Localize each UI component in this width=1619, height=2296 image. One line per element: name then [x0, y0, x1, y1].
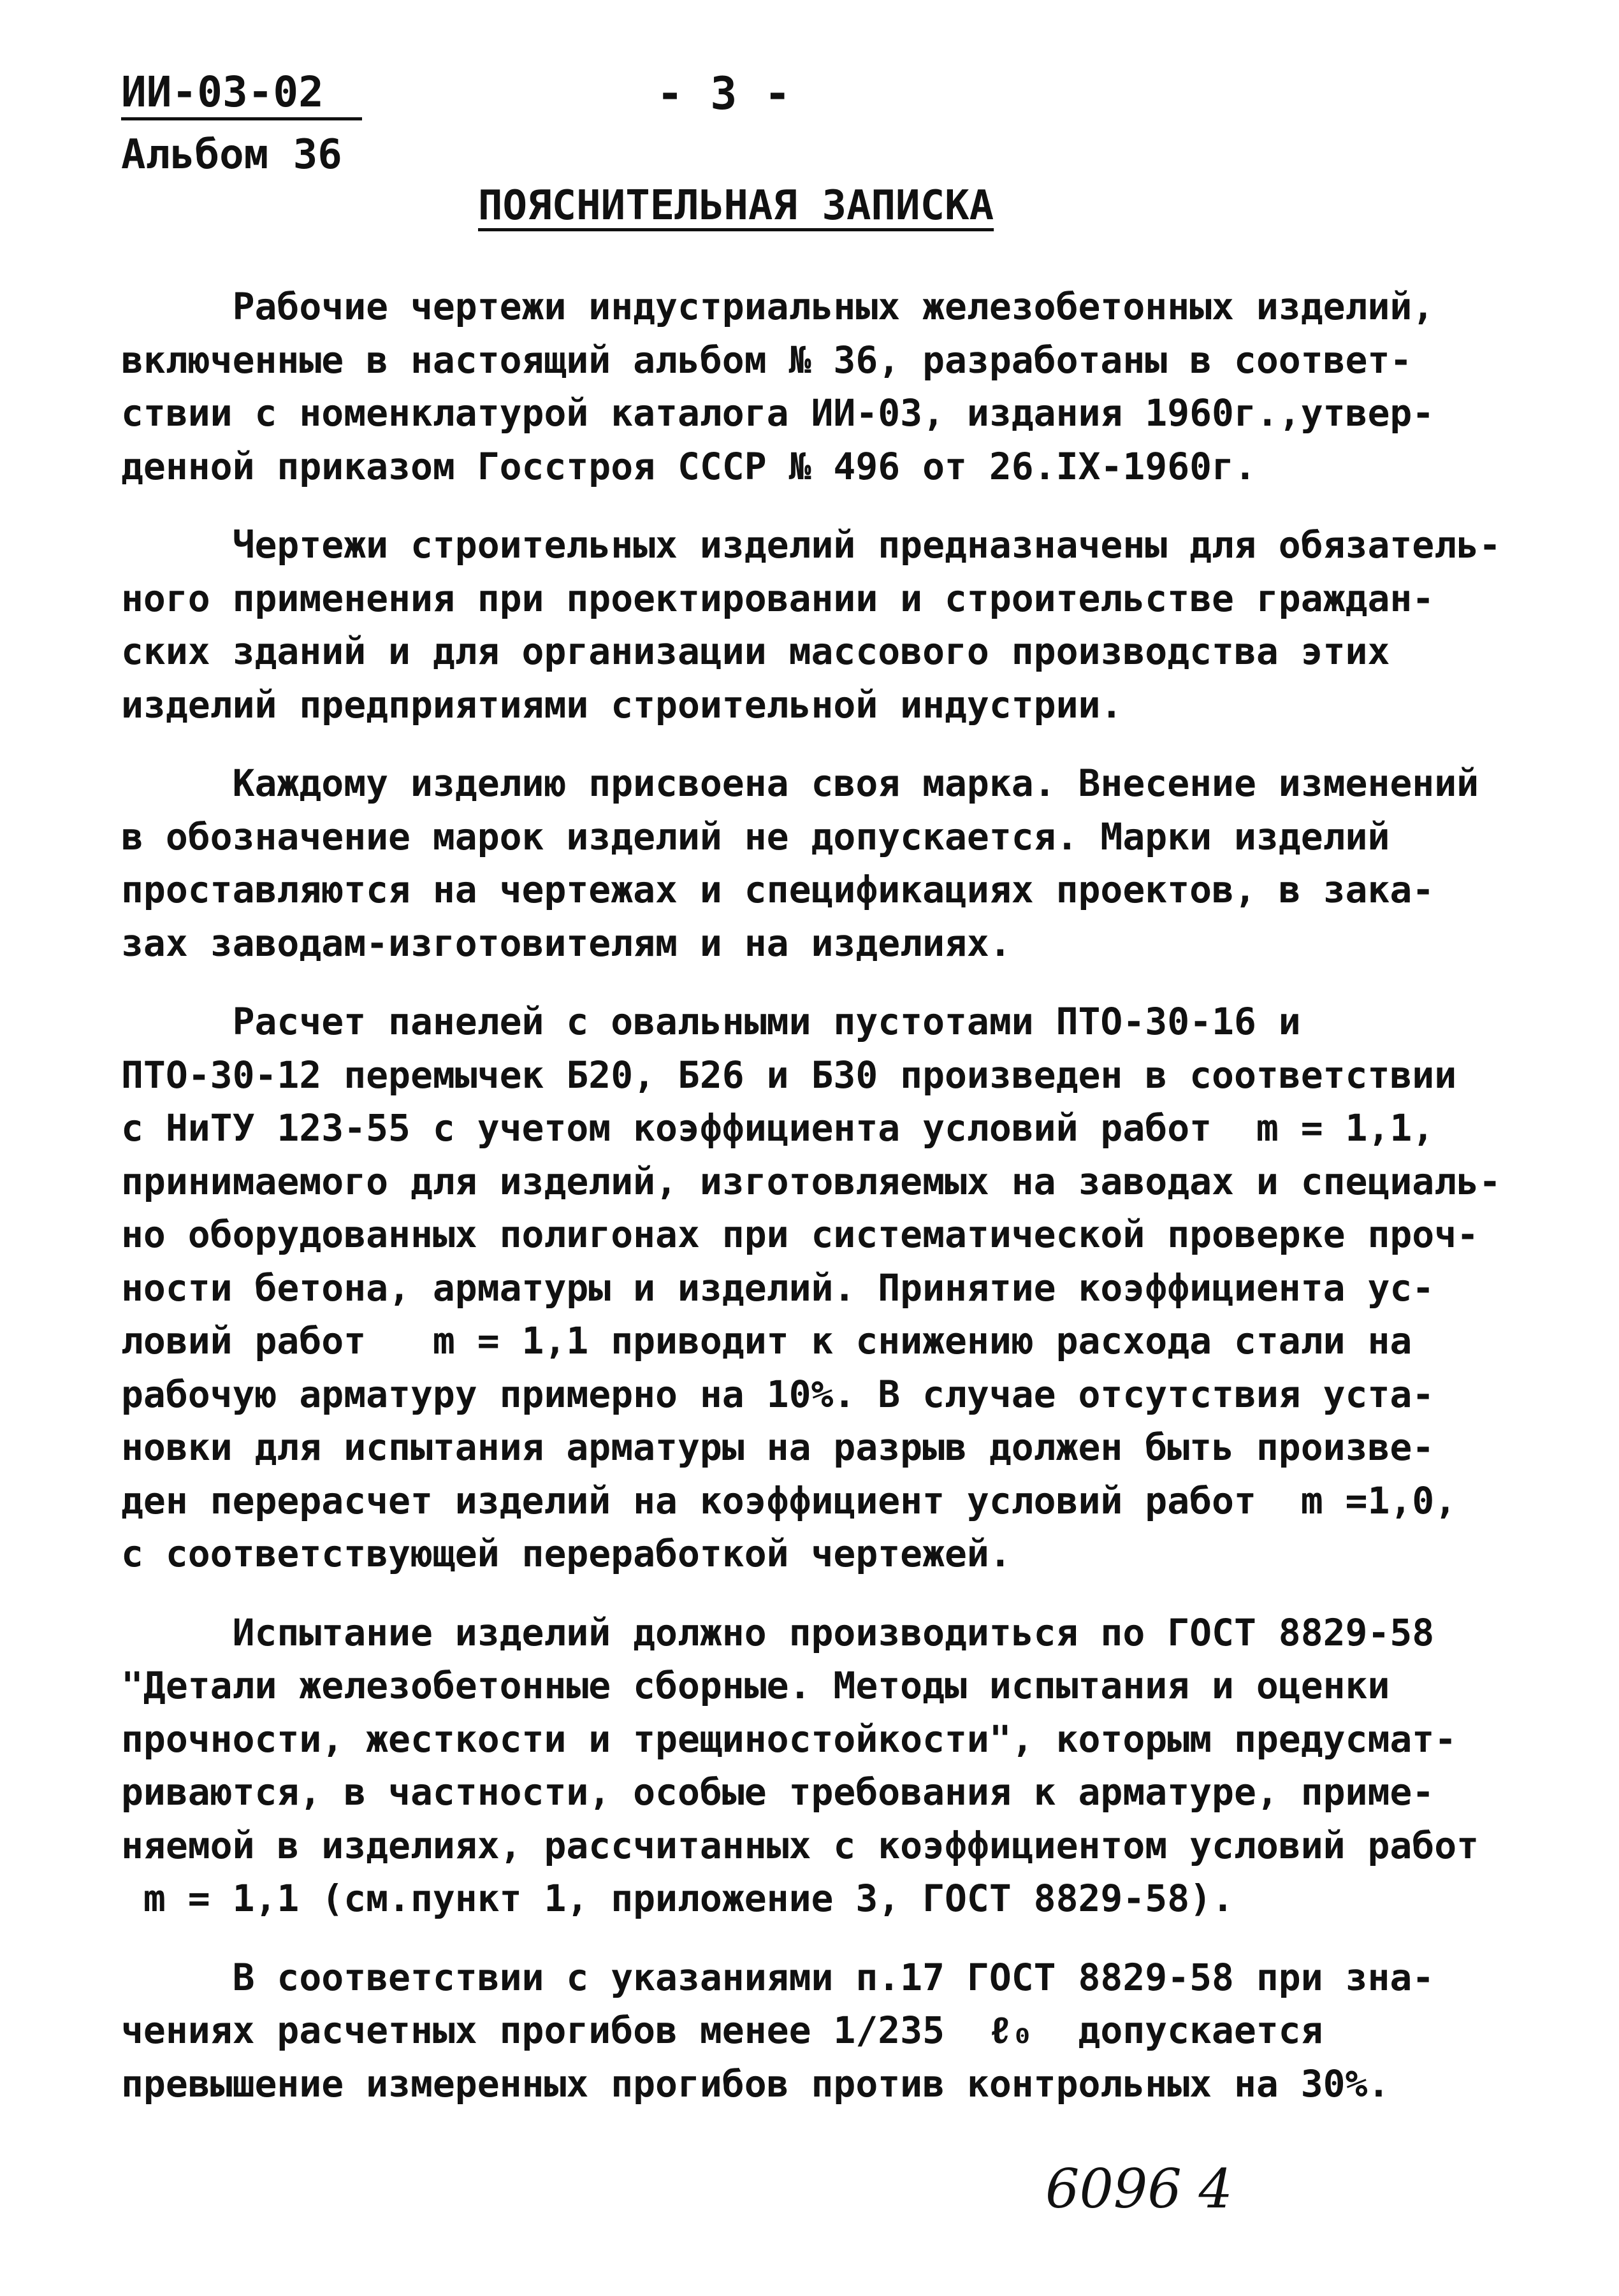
text-line: денной приказом Госстроя СССР № 496 от 26.IX-1960г.: [121, 444, 1256, 488]
text-line: включенные в настоящий альбом № 36, разработаны в соответ-: [121, 338, 1412, 382]
text-line: няемой в изделиях, рассчитанных с коэффициентом условий работ: [121, 1823, 1479, 1867]
text-line: изделий предприятиями строительной индустрии.: [121, 682, 1123, 726]
text-line: принимаемого для изделий, изготовляемых на заводах и специаль-: [121, 1159, 1501, 1203]
text-line: "Детали железобетонные сборные. Методы испытания и оценки: [121, 1664, 1390, 1707]
text-line: но оборудованных полигонах при систематической проверке проч-: [121, 1213, 1479, 1256]
document-code: ИИ-03-02: [121, 67, 362, 120]
text-line: превышение измеренных прогибов против контрольных на 30%.: [121, 2061, 1390, 2105]
text-line: ских зданий и для организации массового производства этих: [121, 630, 1390, 673]
text-line: Рабочие чертежи индустриальных железобетонных изделий,: [121, 285, 1435, 328]
text-line: зах заводам-изготовителям и на изделиях.: [121, 921, 1012, 965]
document-title: ПОЯСНИТЕЛЬНАЯ ЗАПИСКА: [478, 182, 994, 229]
text-line: В соответствии с указаниями п.17 ГОСТ 8829-58 при зна-: [121, 1955, 1435, 1999]
paragraph-3: [121, 757, 1511, 970]
text-line: ПТО-30-12 перемычек Б20, Б26 и Б30 произведен в соответствии: [121, 1053, 1457, 1097]
paragraph-4: [121, 995, 1511, 1581]
sheet-stamp: 6096 4: [1045, 2158, 1233, 2220]
body-text: [121, 280, 1511, 2136]
text-line: Испытание изделий должно производиться по ГОСТ 8829-58: [121, 1610, 1435, 1654]
text-line: чениях расчетных прогибов менее 1/235 ℓ₀ допускается: [121, 2009, 1323, 2052]
text-line: ности бетона, арматуры и изделий. Принятие коэффициента ус-: [121, 1266, 1435, 1310]
album-label: Альбом 36: [121, 131, 342, 178]
text-line: с НиТУ 123-55 с учетом коэффициента условий работ m = 1,1,: [121, 1106, 1435, 1150]
text-line: в обозначение марок изделий не допускается. Марки изделий: [121, 814, 1390, 858]
text-line: прочности, жесткости и трещиностойкости", которым предусмат-: [121, 1717, 1457, 1761]
text-line: ствии с номенклатурой каталога ИИ-03, издания 1960г.,утвер-: [121, 391, 1435, 435]
text-line: проставляются на чертежах и спецификациях проектов, в зака-: [121, 868, 1435, 911]
text-line: риваются, в частности, особые требования к арматуре, приме-: [121, 1770, 1435, 1814]
paragraph-5: [121, 1606, 1511, 1926]
text-line: ловий работ m = 1,1 приводит к снижению расхода стали на: [121, 1319, 1412, 1362]
page-number: - 3 -: [657, 68, 791, 120]
text-line: Расчет панелей с овальными пустотами ПТО-30-16 и: [121, 1000, 1301, 1043]
text-line: рабочую арматуру примерно на 10%. В случае отсутствия уста-: [121, 1372, 1435, 1416]
text-line: m = 1,1 (см.пункт 1, приложение 3, ГОСТ 8829-58).: [121, 1877, 1234, 1920]
text-line: с соответствующей переработкой чертежей.: [121, 1532, 1012, 1575]
text-line: новки для испытания арматуры на разрыв должен быть произве-: [121, 1426, 1435, 1469]
paragraph-6: [121, 1951, 1511, 2111]
text-line: ден перерасчет изделий на коэффициент условий работ m =1,0,: [121, 1478, 1457, 1522]
paragraph-1: [121, 280, 1511, 493]
paragraph-2: [121, 519, 1511, 732]
text-line: ного применения при проектировании и строительстве граждан-: [121, 576, 1435, 620]
text-line: Чертежи строительных изделий предназначены для обязатель-: [121, 523, 1501, 567]
text-line: Каждому изделию присвоена своя марка. Внесение изменений: [121, 762, 1479, 805]
